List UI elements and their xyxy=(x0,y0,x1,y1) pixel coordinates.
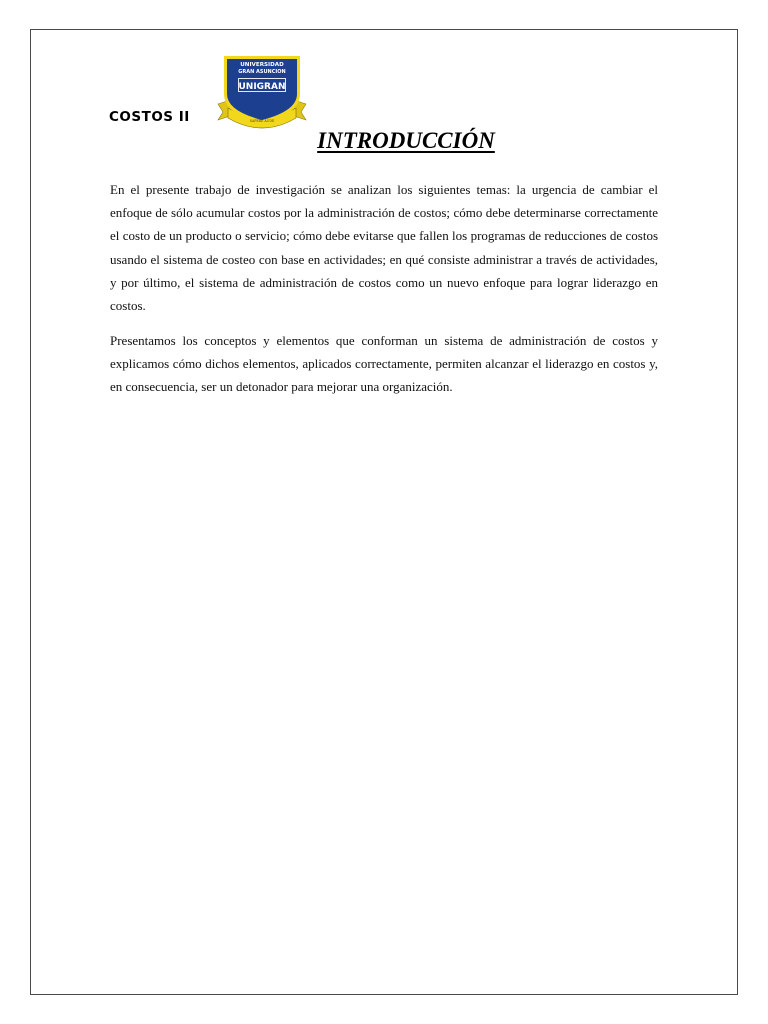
paragraph-2: Presentamos los conceptos y elementos que conforman un sistema de administración de costos y explicamos cómo dichos elementos, aplicados correctamente, permiten alcanzar el liderazgo en costos y, en consecuencia, ser un detonador para mejorar una organización. xyxy=(110,333,658,395)
course-label: COSTOS II xyxy=(109,109,190,125)
logo-motto: SAPERE AUDE xyxy=(249,119,275,123)
page-border xyxy=(30,29,738,995)
logo-name: UNIGRAN xyxy=(238,82,286,92)
paragraph-1: En el presente trabajo de investigación se analizan los siguientes temas: la urgencia de cambiar el enfoque de sólo acumular costos por la administración de costos; cómo debe determinarse correctamente el costo de un producto o servicio; cómo debe evitarse que fallen los programas de reducciones de costos usando el sistema de costeo con base en actividades; en qué consiste administrar a través de actividades, y por último, el sistema de administración de costos como un nuevo enfoque para lograr liderazgo en costos. xyxy=(110,182,658,314)
university-logo xyxy=(216,54,308,130)
page-title: INTRODUCCIÓN xyxy=(317,128,495,153)
logo-line2: GRAN ASUNCION xyxy=(238,69,286,75)
logo-line1: UNIVERSIDAD xyxy=(240,62,284,68)
